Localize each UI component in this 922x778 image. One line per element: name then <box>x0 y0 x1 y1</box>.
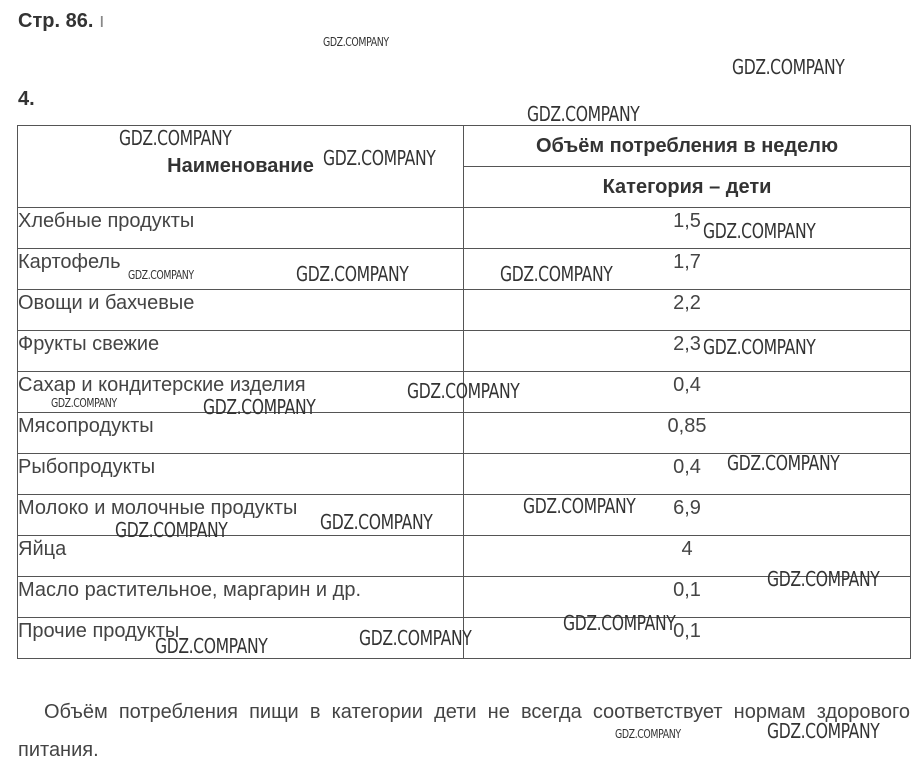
row-name: Хлебные продукты <box>18 208 464 249</box>
watermark: GDZ.COMPANY <box>320 510 433 534</box>
watermark: GDZ.COMPANY <box>615 727 681 741</box>
row-value: 6,9 <box>464 495 911 536</box>
row-name: Мясопродукты <box>18 413 464 454</box>
task-number: 4. <box>18 88 35 110</box>
row-name: Прочие продукты <box>18 618 464 659</box>
watermark: GDZ.COMPANY <box>563 611 676 635</box>
watermark: GDZ.COMPANY <box>296 262 409 286</box>
watermark: GDZ.COMPANY <box>703 219 816 243</box>
watermark: GDZ.COMPANY <box>51 396 117 410</box>
row-name: Фрукты свежие <box>18 331 464 372</box>
table-row <box>18 413 911 454</box>
watermark: GDZ.COMPANY <box>527 102 640 126</box>
row-value: 0,1 <box>464 577 911 618</box>
row-name: Яйца <box>18 536 464 577</box>
watermark: GDZ.COMPANY <box>115 518 228 542</box>
header-category: Категория – дети <box>464 167 911 208</box>
row-value: 0,4 <box>464 454 911 495</box>
row-name: Рыбопродукты <box>18 454 464 495</box>
row-name: Овощи и бахчевые <box>18 290 464 331</box>
page-heading <box>18 10 105 33</box>
row-name: Сахар и кондитерские изделия <box>18 372 464 413</box>
row-value: 2,3 <box>464 331 911 372</box>
watermark: GDZ.COMPANY <box>703 335 816 359</box>
watermark: GDZ.COMPANY <box>407 379 520 403</box>
watermark: GDZ.COMPANY <box>128 268 194 282</box>
watermark: GDZ.COMPANY <box>119 126 232 150</box>
row-value: 0,1 <box>464 618 911 659</box>
row-name: Масло растительное, маргарин и др. <box>18 577 464 618</box>
watermark: GDZ.COMPANY <box>500 262 613 286</box>
header-name: Наименование <box>18 126 464 208</box>
row-value: 0,4 <box>464 372 911 413</box>
row-value: 1,7 <box>464 249 911 290</box>
watermark: GDZ.COMPANY <box>767 567 880 591</box>
watermark: GDZ.COMPANY <box>523 494 636 518</box>
watermark: GDZ.COMPANY <box>732 55 845 79</box>
row-value: 4 <box>464 536 911 577</box>
watermark: GDZ.COMPANY <box>727 451 840 475</box>
watermark: GDZ.COMPANY <box>359 626 472 650</box>
row-value: 1,5 <box>464 208 911 249</box>
row-name: Молоко и молочные продукты <box>18 495 464 536</box>
table-row <box>18 290 911 331</box>
row-value: 0,85 <box>464 413 911 454</box>
header-consumption: Объём потребления в неделю <box>464 126 911 167</box>
watermark: GDZ.COMPANY <box>203 395 316 419</box>
watermark: GDZ.COMPANY <box>323 146 436 170</box>
page-heading-mark: ı <box>98 10 105 32</box>
watermark: GDZ.COMPANY <box>155 634 268 658</box>
watermark: GDZ.COMPANY <box>767 719 880 743</box>
row-name: Картофель <box>18 249 464 290</box>
conclusion-text: Объём потребления пищи в категории дети не всегда соответствует нормам здорового питания. <box>18 701 910 761</box>
watermark: GDZ.COMPANY <box>323 35 389 49</box>
row-value: 2,2 <box>464 290 911 331</box>
page-heading-text: Стр. 86. <box>18 10 94 32</box>
